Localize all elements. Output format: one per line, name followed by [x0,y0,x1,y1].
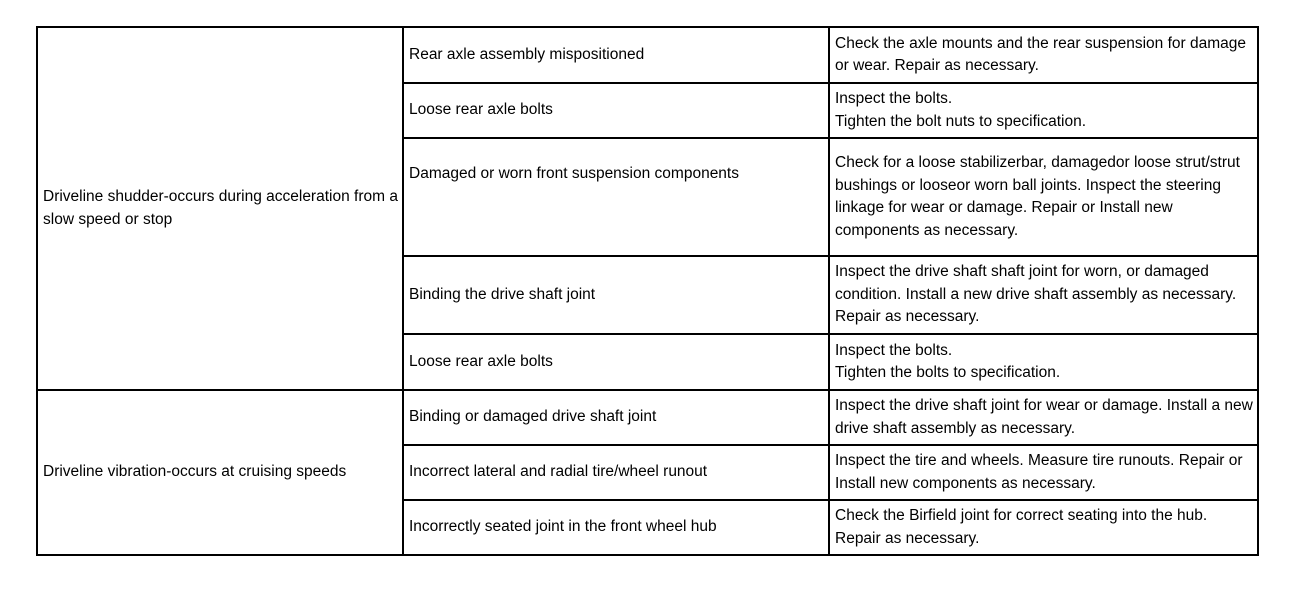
diagnosis-table [36,26,1259,556]
action-cell: Check the Birfield joint for correct seating into the hub. Repair as necessary. [829,500,1258,555]
cause-cell: Loose rear axle bolts [403,334,829,390]
action-cell: Inspect the drive shaft joint for wear or damage. Install a new drive shaft assembly as necessary. [829,390,1258,445]
action-cell: Check the axle mounts and the rear suspension for damage or wear. Repair as necessary. [829,27,1258,83]
cause-cell: Incorrect lateral and radial tire/wheel runout [403,445,829,500]
condition-cell: Driveline vibration-occurs at cruising speeds [37,390,403,555]
cause-cell: Binding the drive shaft joint [403,256,829,334]
action-cell: Check for a loose stabilizerbar, damagedor loose strut/strut bushings or looseor worn ball joints. Inspect the steering linkage for wear or damage. Repair or Install new components as necessary. [829,138,1258,256]
cause-cell: Rear axle assembly mispositioned [403,27,829,83]
action-cell: Inspect the bolts. Tighten the bolts to specification. [829,334,1258,390]
cause-cell: Loose rear axle bolts [403,83,829,138]
action-cell: Inspect the drive shaft shaft joint for worn, or damaged condition. Install a new drive shaft assembly as necessary. Repair as necessary. [829,256,1258,334]
cause-cell: Damaged or worn front suspension components [403,138,829,256]
table-row [37,390,1258,445]
action-cell: Inspect the bolts. Tighten the bolt nuts to specification. [829,83,1258,138]
cause-cell: Incorrectly seated joint in the front wheel hub [403,500,829,555]
table-row [37,27,1258,83]
condition-cell: Driveline shudder-occurs during acceleration from a slow speed or stop [37,27,403,390]
cause-cell: Binding or damaged drive shaft joint [403,390,829,445]
action-cell: Inspect the tire and wheels. Measure tire runouts. Repair or Install new components as necessary. [829,445,1258,500]
